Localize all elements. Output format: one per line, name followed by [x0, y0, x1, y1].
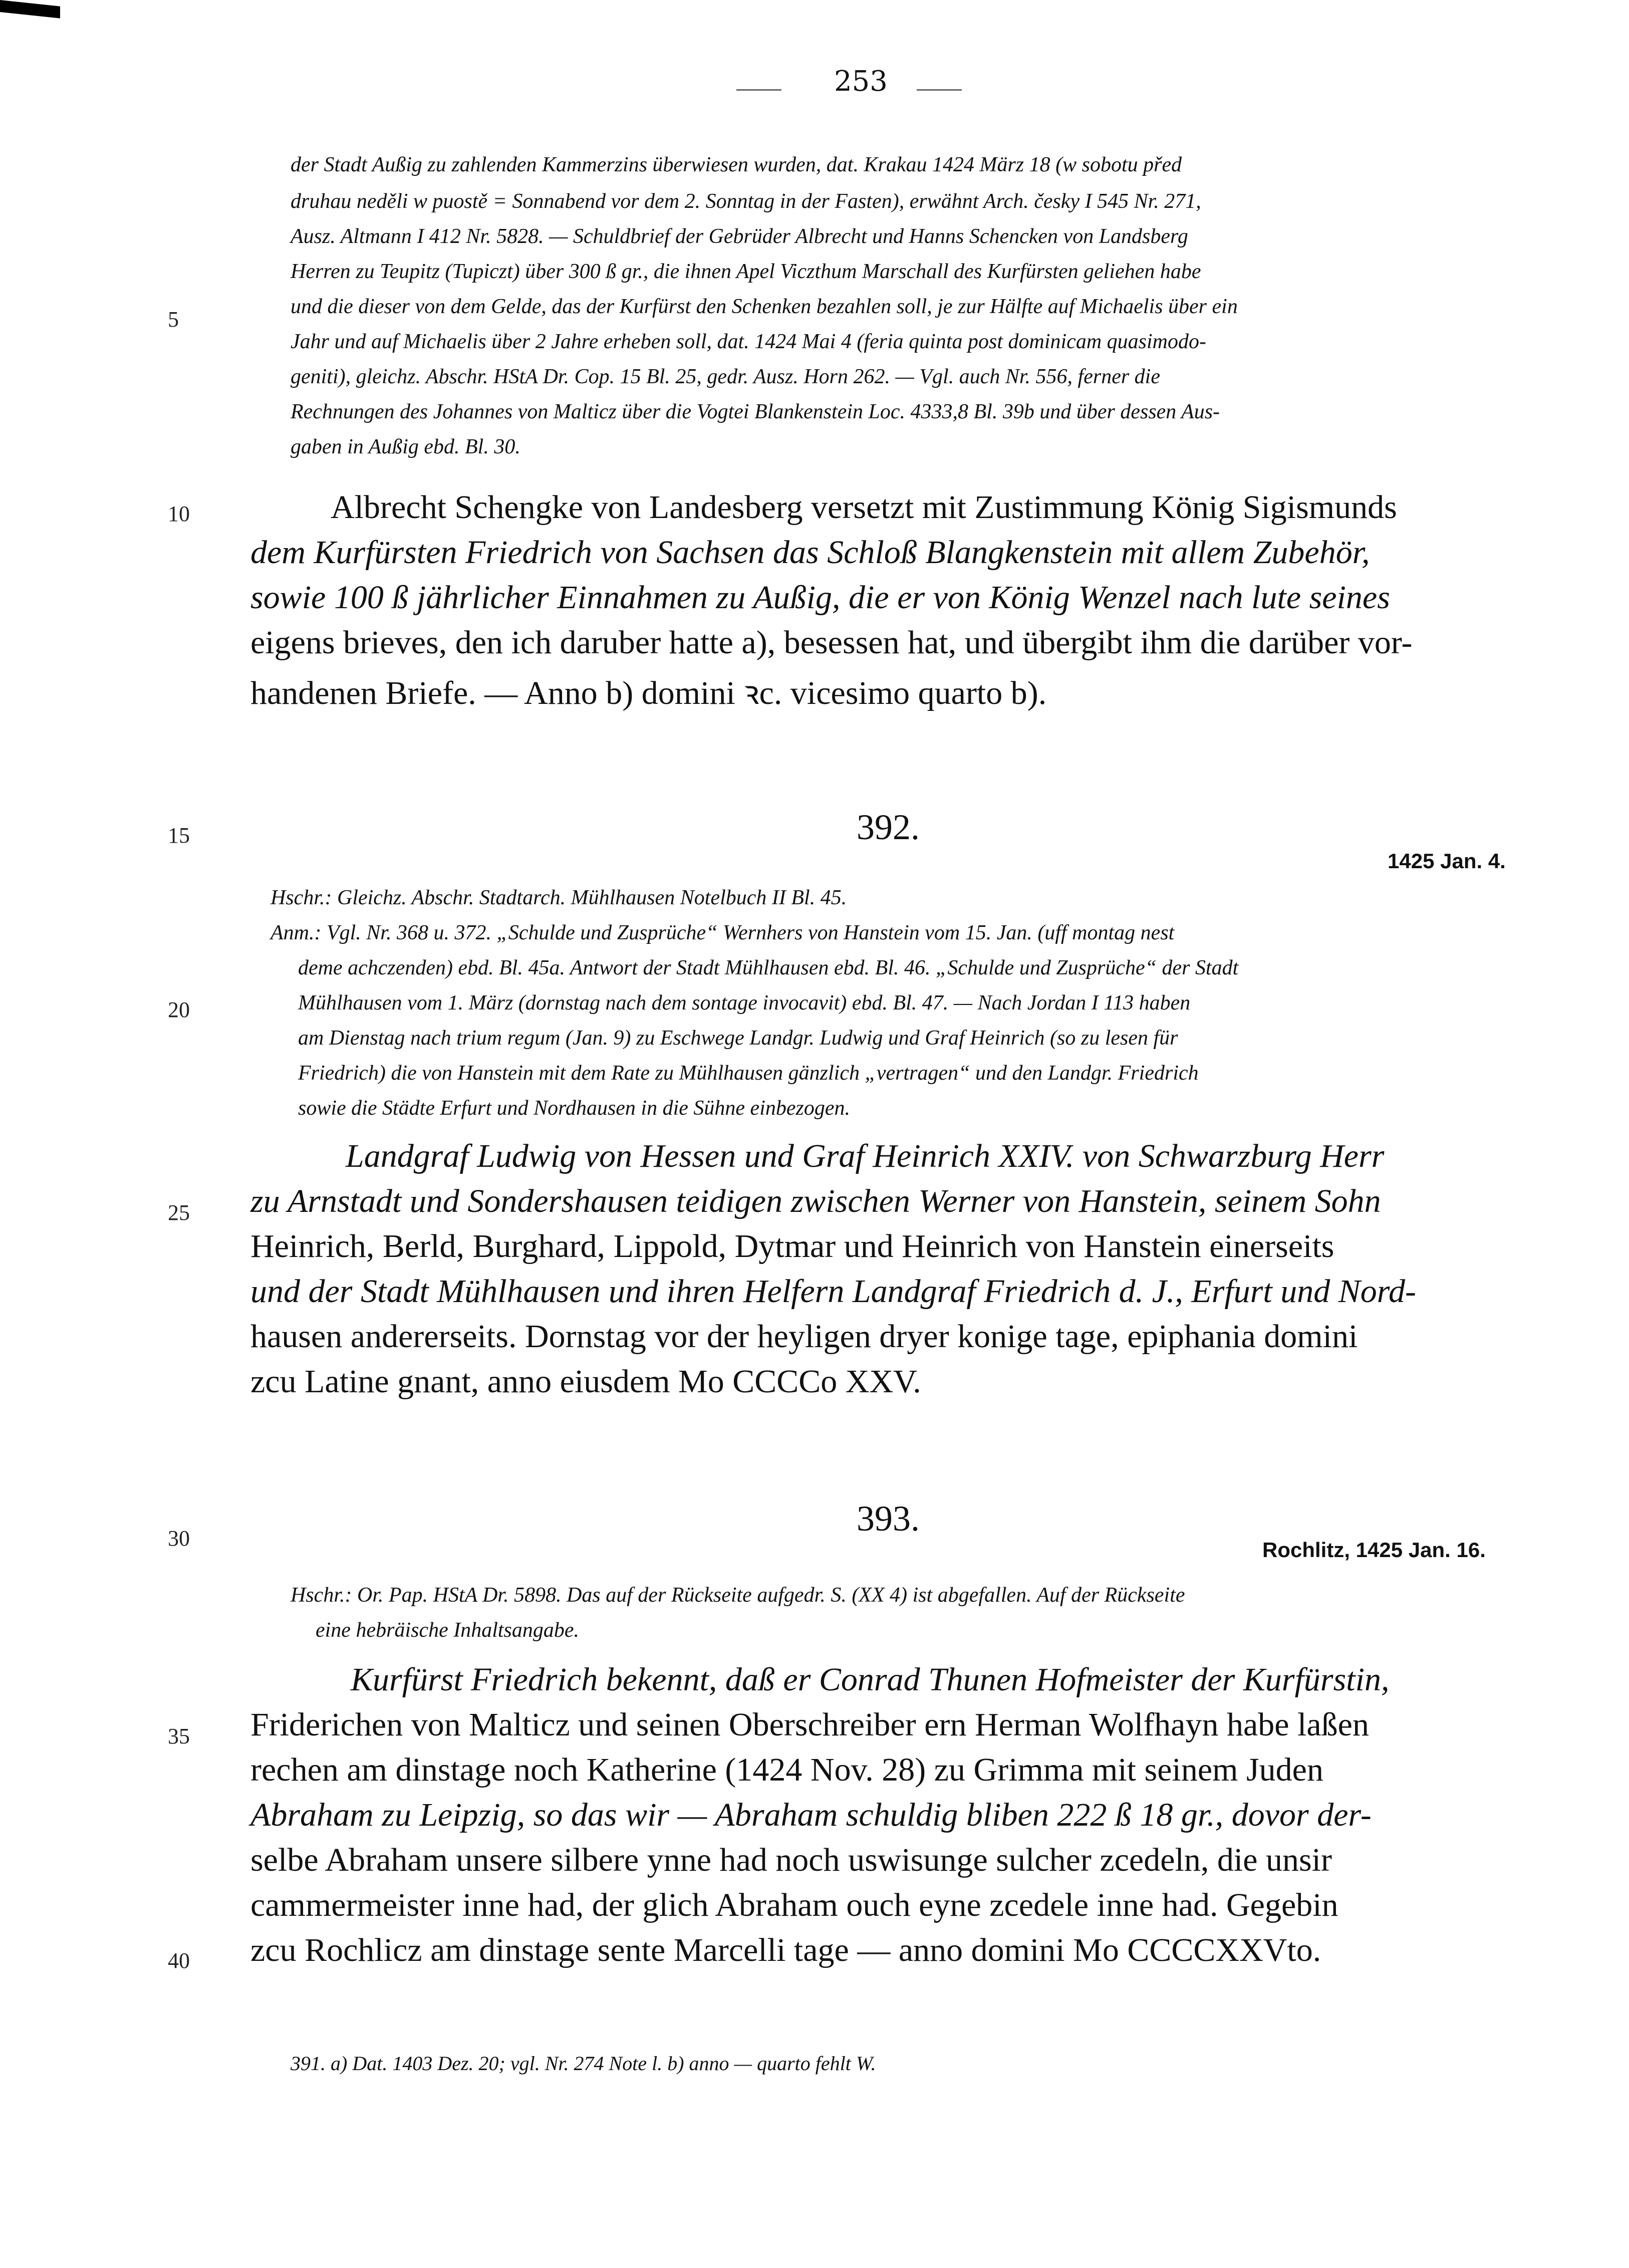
manuscript-note: Hschr.: Or. Pap. HStA Dr. 5898. Das auf der Rückseite aufgedr. S. (XX 4) ist abgefallen. Auf der Rückseite — [291, 1584, 1185, 1607]
top-note-line: und die dieser von dem Gelde, das der Kurfürst den Schenken bezahlen soll, je zur Hälfte auf Michaelis über ein — [291, 295, 1238, 318]
main-text-line: Albrecht Schengke von Landesberg versetzt mit Zustimmung König Sigismunds — [331, 489, 1397, 526]
regest-line: zcu Latine gnant, anno eiusdem Mo CCCCo XXV. — [250, 1363, 921, 1400]
main-text-line: handenen Briefe. — Anno b) domini ꝛc. vicesimo quarto b). — [250, 675, 1047, 711]
document-date: Rochlitz, 1425 Jan. 16. — [1262, 1538, 1486, 1562]
main-text-line: sowie 100 ß jährlicher Einnahmen zu Außig, die er von König Wenzel nach lute seines — [250, 579, 1390, 616]
footnote: 391. a) Dat. 1403 Dez. 20; vgl. Nr. 274 Note l. b) anno — quarto fehlt W. — [291, 2052, 876, 2075]
page-number: 253 — [834, 65, 888, 98]
line-number: 25 — [168, 1200, 190, 1225]
line-number: 35 — [168, 1724, 190, 1748]
regest-line: zu Arnstadt und Sondershausen teidigen zwischen Werner von Hanstein, seinem Sohn — [250, 1183, 1381, 1219]
manuscript-note: eine hebräische Inhaltsangabe. — [316, 1619, 580, 1642]
scan-corner-mark — [0, 0, 60, 19]
top-note-line: Ausz. Altmann I 412 Nr. 5828. — Schuldbrief der Gebrüder Albrecht und Hanns Schencken von Landsberg — [291, 225, 1188, 248]
regest-line: Abraham zu Leipzig, so das wir — Abraham schuldig bliben 222 ß 18 gr., dovor der- — [250, 1797, 1372, 1833]
line-number: 5 — [168, 307, 179, 332]
regest-line: Heinrich, Berld, Burghard, Lippold, Dytmar und Heinrich von Hanstein einerseits — [250, 1228, 1334, 1265]
line-number: 40 — [168, 1948, 190, 1973]
annotation-line: am Dienstag nach trium regum (Jan. 9) zu Eschwege Landgr. Ludwig und Graf Heinrich (so zu lesen für — [298, 1027, 1178, 1050]
regest-line: hausen andererseits. Dornstag vor der heyligen dryer konige tage, epiphania domini — [250, 1318, 1358, 1355]
manuscript-note: Hschr.: Gleichz. Abschr. Stadtarch. Mühlhausen Notelbuch II Bl. 45. — [270, 886, 847, 909]
top-note-line: gaben in Außig ebd. Bl. 30. — [291, 435, 520, 458]
document-number: 392. — [857, 807, 920, 847]
annotation-line: Anm.: Vgl. Nr. 368 u. 372. „Schulde und Zusprüche“ Wernhers von Hanstein vom 15. Jan. (uff montag nest — [270, 921, 1175, 944]
regest-line: selbe Abraham unsere silbere ynne had noch uswisunge sulcher zcedeln, die unsir — [250, 1842, 1332, 1878]
annotation-line: deme achczenden) ebd. Bl. 45a. Antwort der Stadt Mühlhausen ebd. Bl. 46. „Schulde und Zusprüche“ der Stadt — [298, 956, 1239, 979]
top-note-line: Herren zu Teupitz (Tupiczt) über 300 ß gr., die ihnen Apel Viczthum Marschall des Kurfürsten geliehen habe — [291, 260, 1201, 283]
main-text-line: eigens brieves, den ich daruber hatte a), besessen hat, und übergibt ihm die darüber vor- — [250, 624, 1413, 661]
line-number: 15 — [168, 823, 190, 848]
document-date: 1425 Jan. 4. — [1388, 849, 1506, 873]
regest-line: zcu Rochlicz am dinstage sente Marcelli tage — anno domini Mo CCCCXXVto. — [250, 1932, 1321, 1968]
annotation-line: Friedrich) die von Hanstein mit dem Rate zu Mühlhausen gänzlich „vertragen“ und den Landgr. Friedrich — [298, 1062, 1199, 1085]
line-number: 20 — [168, 997, 190, 1022]
top-note-line: Jahr und auf Michaelis über 2 Jahre erheben soll, dat. 1424 Mai 4 (feria quinta post dominicam quasimodo- — [291, 330, 1206, 353]
top-note-line: der Stadt Außig zu zahlenden Kammerzins überwiesen wurden, dat. Krakau 1424 März 18 (w sobotu před — [291, 153, 1182, 176]
annotation-line: Mühlhausen vom 1. März (dornstag nach dem sontage invocavit) ebd. Bl. 47. — Nach Jordan I 113 haben — [298, 991, 1191, 1015]
line-number: 30 — [168, 1526, 190, 1551]
regest-line: rechen am dinstage noch Katherine (1424 Nov. 28) zu Grimma mit seinem Juden — [250, 1751, 1323, 1788]
regest-line: und der Stadt Mühlhausen und ihren Helfern Landgraf Friedrich d. J., Erfurt und Nord- — [250, 1273, 1416, 1310]
document-number: 393. — [857, 1498, 920, 1539]
regest-line: cammermeister inne had, der glich Abraham ouch eyne zcedele inne had. Gegebin — [250, 1887, 1338, 1923]
line-number: 10 — [168, 501, 190, 526]
main-text-line: dem Kurfürsten Friedrich von Sachsen das Schloß Blangkenstein mit allem Zubehör, — [250, 534, 1370, 571]
header-rule-left — [736, 89, 781, 91]
annotation-line: sowie die Städte Erfurt und Nordhausen in die Sühne einbezogen. — [298, 1097, 850, 1120]
regest-line: Kurfürst Friedrich bekennt, daß er Conrad Thunen Hofmeister der Kurfürstin, — [351, 1661, 1390, 1698]
top-note-line: geniti), gleichz. Abschr. HStA Dr. Cop. 15 Bl. 25, gedr. Ausz. Horn 262. — Vgl. auch Nr. 556, ferner die — [291, 365, 1160, 388]
regest-line: Friderichen von Malticz und seinen Oberschreiber ern Herman Wolfhayn habe laßen — [250, 1706, 1369, 1743]
header-rule-right — [917, 89, 962, 91]
top-note-line: Rechnungen des Johannes von Malticz über die Vogtei Blankenstein Loc. 4333,8 Bl. 39b und über dessen Aus- — [291, 400, 1220, 423]
top-note-line: druhau neděli w puostě = Sonnabend vor dem 2. Sonntag in der Fasten), erwähnt Arch. česky I 545 Nr. 271, — [291, 190, 1201, 213]
regest-line: Landgraf Ludwig von Hessen und Graf Heinrich XXIV. von Schwarzburg Herr — [346, 1138, 1385, 1174]
